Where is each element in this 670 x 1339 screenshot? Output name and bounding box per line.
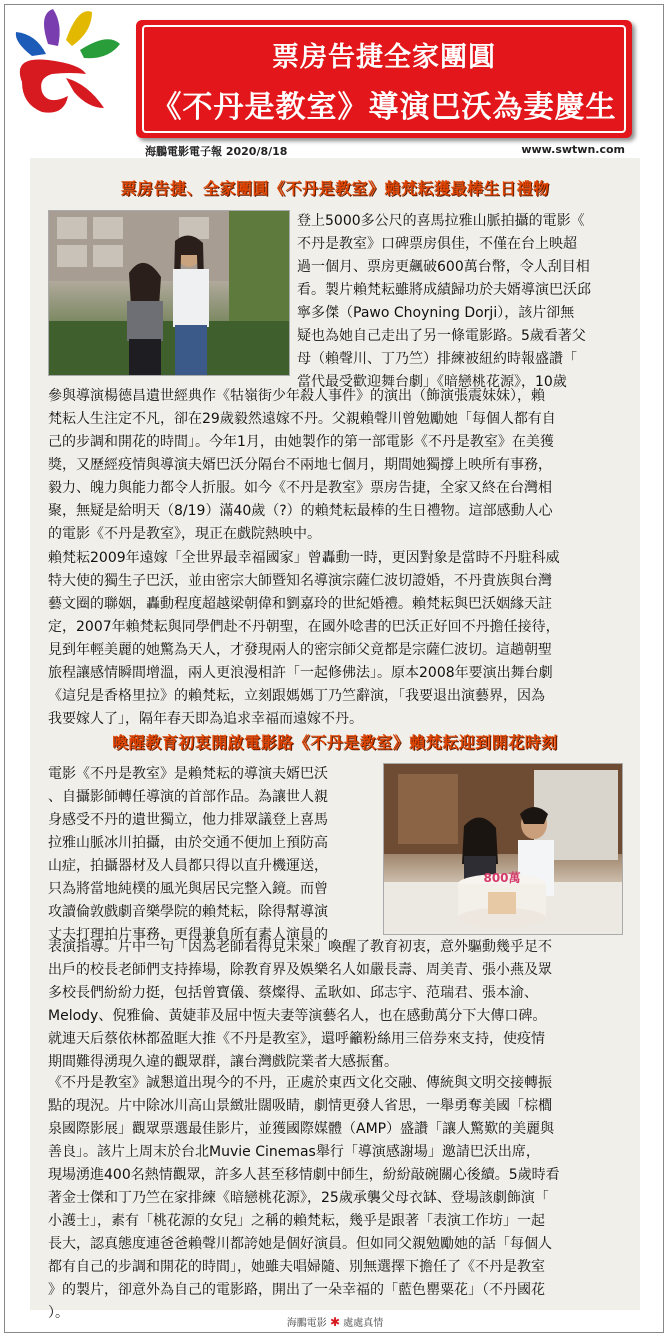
footer-logo-icon: ✱ (329, 1315, 341, 1329)
text-line: 登上5000多公尺的喜馬拉雅山脈拍攝的電影《 (297, 213, 585, 229)
text-line: 著金士傑和丁乃竺在家排練《暗戀桃花源》，25歲承襲父母衣缽、登場該劇飾演「 (48, 1190, 549, 1206)
text-line: 身感受不丹的遺世獨立，他力排眾議登上喜馬 (48, 812, 328, 828)
footer (0, 1314, 670, 1329)
text-line: 小護士」，素有「桃花源的女兒」之稱的賴梵耘，幾乎是跟著「表演工作坊」一起 (48, 1213, 545, 1229)
section2-paragraph2 (48, 1072, 630, 1325)
text-line: 《不丹是教室》誠懇道出現今的不丹，正處於東西文化交融、傳統與文明交接轉振 (48, 1075, 552, 1091)
banner-title-line2: 《不丹是教室》導演巴沃為妻慶生 (151, 90, 617, 125)
text-line: 藝文圈的聯姻，轟動程度超越梁朝偉和劉嘉玲的世紀婚禮。賴梵耘與巴沃姻緣天註 (48, 596, 552, 612)
text-line: 寧多傑（Pawo Choyning Dorji），該片卻無 (297, 305, 575, 321)
text-line: 善良」。該片上周末於台北Muvie Cinemas舉行「導演感謝場」邀請巴沃出席， (48, 1144, 540, 1160)
section1-full-text (48, 385, 630, 546)
section1-heading: 票房告捷、全家團圓《不丹是教室》賴梵耘獲最棒生日禮物 (120, 179, 550, 198)
text-line: 過一個月、票房更飆破600萬台幣，令人刮目相 (297, 259, 590, 275)
text-line: 點的現況。片中除冰川高山景緻壯闊吸睛，劇情更發人省思，一舉勇奪美國「棕櫚 (48, 1098, 552, 1114)
text-line: 見到年輕美麗的她驚為天人，才發現兩人的密宗師父竟都是宗薩仁波切。這趟朝聖 (48, 642, 552, 658)
text-line: 拉雅山脈冰川拍攝，由於交通不便加上預防高 (48, 835, 328, 851)
text-line: 旅程讓感情瞬間增溫，兩人更浪漫相許「一起修佛法」。原本2008年要演出舞台劇 (48, 665, 553, 681)
text-line: 只為將當地純樸的風光與居民完整入鏡。而曾 (48, 881, 328, 897)
text-line: 就連天后蔡依林都盈眶大推《不丹是教室》，還呼籲粉絲用三倍券來支持，使疫情 (48, 1031, 545, 1047)
text-line: 獎，又歷經疫情與導演夫婿巴沃分隔台不兩地七個月，期間她獨撐上映所有事務， (48, 457, 552, 473)
text-line: 出戶的校長老師們支持捧場，除教育界及娛樂名人如嚴長壽、周美青、張小燕及眾 (48, 962, 552, 978)
article-body (30, 158, 640, 1321)
text-line: 己的步調和開花的時間」。今年1月，由她製作的第一部電影《不丹是教室》在美獲 (48, 434, 554, 450)
text-line: 看。製片賴梵耘雖將成績歸功於夫婿導演巴沃邱 (297, 282, 591, 298)
text-line: 疑也為她自己走出了另一條電影路。5歲看著父 (297, 328, 586, 344)
text-line: 賴梵耘2009年遠嫁「全世界最幸福國家」曾轟動一時，更因對象是當時不丹駐科威 (48, 550, 560, 566)
section1-wrap-text (297, 210, 627, 394)
text-line: 現場湧進400名熱情觀眾，許多人甚至移情劇中師生，紛紛敲碗關心後續。5歲時看 (48, 1167, 560, 1183)
section1-paragraph2 (48, 547, 630, 731)
text-line: 當代最受歡迎舞台劇」《暗戀桃花源》，10歲 (297, 374, 567, 390)
text-line: 電影《不丹是教室》是賴梵耘的導演夫婿巴沃 (48, 766, 328, 782)
text-line: 聚，無疑是給明天（8/19）滿40歲（?）的賴梵耘最棒的生日禮物。這部感動人心 (48, 503, 553, 519)
text-line: 的電影《不丹是教室》，現正在戲院熱映中。 (48, 526, 321, 542)
section2-full-text (48, 936, 630, 1074)
footer-left-text: 海鵬電影 (286, 1318, 327, 1329)
text-line: 泉國際影展」觀眾票選最佳影片，並獲國際媒體（AMP）盛讚「讓人驚歎的美麗與 (48, 1121, 555, 1137)
footer-right-text: 處處真情 (343, 1318, 384, 1329)
text-line: 、自攝影師轉任導演的首部作品。為讓世人親 (48, 789, 328, 805)
website-url[interactable]: www.swtwn.com (521, 143, 625, 156)
text-line: 長大，認真態度連爸爸賴聲川都誇她是個好演員。但如同父親勉勵她的話「每個人 (48, 1236, 552, 1252)
banner-title-line1: 票房告捷全家團圓 (272, 42, 496, 73)
text-line: 定，2007年賴梵耘與同學們赴不丹朝聖，在國外唸書的巴沃正好回不丹擔任接待， (48, 619, 560, 635)
text-line: ）。 (48, 1305, 69, 1321)
couple-photo (48, 210, 290, 376)
text-line: 特大使的獨生子巴沃，並由密宗大師暨知名導演宗薩仁波切證婚，不丹貴族與台灣 (48, 573, 552, 589)
text-line: 母（賴聲川、丁乃竺）排練被紐約時報盛讚「 (297, 351, 577, 367)
text-line: 《這兒是香格里拉》的賴梵耘，立刻跟媽媽丁乃竺辭演，「我要退出演藝界，因為 (48, 688, 545, 704)
text-line: 梵耘人生注定不凡，卻在29歲毅然遠嫁不丹。父親賴聲川曾勉勵她「每個人都有自 (48, 411, 556, 427)
swtwn-logo-icon (8, 4, 130, 122)
text-line: 丈夫打理拍片事務，更得兼負所有素人演員的 (48, 927, 328, 943)
text-line: 山症，拍攝器材及人員都只得以直升機運送， (48, 858, 328, 874)
text-line: 我要嫁人了」，隔年春天即為追求幸福而遠嫁不丹。 (48, 711, 363, 727)
birthday-cake-photo (383, 763, 623, 935)
text-line: Melody、倪雅倫、黃婕菲及屈中恆夫妻等演藝名人，也在感動萬分下大傳口碑。 (48, 1008, 547, 1024)
cake-text: 800萬 (483, 871, 521, 885)
text-line: 都有自己的步調和開花的時間」，她雖夫唱婦隨、別無選擇下擔任了《不丹是教室 (48, 1259, 545, 1275)
text-line: 參與導演楊德昌遺世經典作《牯嶺街少年殺人事件》的演出（飾演張震妹妹），賴 (48, 388, 545, 404)
text-line: 不丹是教室》口碑票房俱佳，不僅在台上映超 (297, 236, 577, 252)
text-line: 期間難得湧現久違的觀眾群，讓台灣戲院業者大感振奮。 (48, 1054, 398, 1070)
section2-wrap-text (48, 763, 378, 947)
title-banner (136, 20, 632, 138)
text-line: 》的製片，卻意外為自己的電影路，開出了一朵幸福的「藍色罌粟花」（不丹國花 (48, 1282, 545, 1298)
text-line: 攻讀倫敦戲劇音樂學院的賴梵耘，除得幫導演 (48, 904, 328, 920)
publication-date: 海鵬電影電子報 2020/8/18 (145, 145, 288, 158)
section2-heading: 喚醒教育初衷開啟電影路《不丹是教室》賴梵耘迎到開花時刻 (112, 733, 558, 752)
text-line: 毅力、魄力與能力都令人折服。如今《不丹是教室》票房告捷，全家又終在台灣相 (48, 480, 552, 496)
text-line: 表演指導。片中一句「因為老師看得見未來」喚醒了教育初衷，意外驅動幾乎足不 (48, 939, 552, 955)
text-line: 多校長們紛紛力挺，包括曾寶儀、蔡燦得、孟耿如、邱志宇、范瑞君、張本渝、 (48, 985, 538, 1001)
